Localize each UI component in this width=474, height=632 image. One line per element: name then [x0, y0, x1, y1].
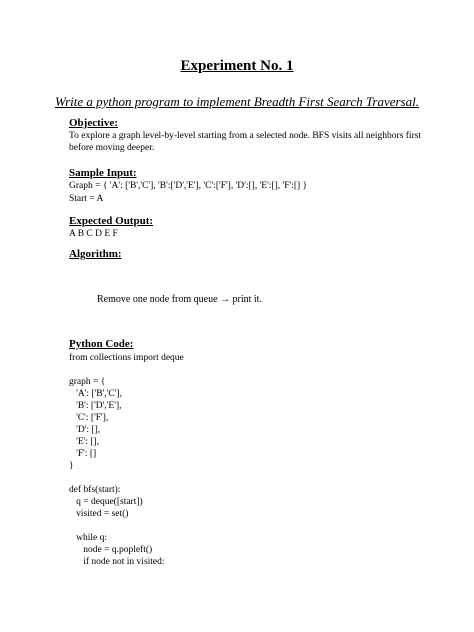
code-line: 'F': []: [69, 449, 97, 459]
code-line: node = q.popleft(): [69, 545, 153, 555]
code-line: if node not in visited:: [69, 557, 165, 567]
code-line: while q:: [69, 533, 107, 543]
code-line: 'D': [],: [69, 425, 101, 435]
code-line: 'A': ['B','C'],: [69, 389, 123, 399]
expected-output-heading: Expected Output:: [69, 215, 154, 227]
code-line: }: [69, 461, 74, 471]
algorithm-step: Remove one node from queue → print it.: [97, 294, 262, 305]
code-line: from collections import deque: [69, 353, 184, 363]
sample-input-heading: Sample Input:: [69, 167, 137, 179]
sample-input-graph: Graph = { 'A': ['B','C'], 'B':['D','E'], 'C':['F'], 'D':[], 'E':[], 'F':[] }: [69, 181, 308, 191]
code-line: 'C': ['F'],: [69, 413, 109, 423]
sample-input-start: Start = A: [69, 194, 104, 204]
expected-output-value: A B C D E F: [69, 229, 118, 239]
code-line: 'B': ['D','E'],: [69, 401, 122, 411]
experiment-title: Experiment No. 1: [180, 58, 294, 74]
code-line: q = deque([start]): [69, 497, 143, 507]
algorithm-heading: Algorithm:: [69, 248, 122, 260]
objective-line-2: before moving deeper.: [69, 143, 155, 153]
python-code-heading: Python Code:: [69, 338, 134, 350]
code-line: def bfs(start):: [69, 485, 121, 495]
code-line: 'E': [],: [69, 437, 100, 447]
code-line: graph = {: [69, 377, 106, 387]
experiment-subtitle: Write a python program to implement Breadth First Search Traversal.: [55, 94, 419, 109]
code-line: visited = set(): [69, 509, 129, 519]
objective-heading: Objective:: [69, 117, 118, 129]
objective-line-1: To explore a graph level-by-level starting from a selected node. BFS visits all neighbors first: [69, 131, 422, 141]
